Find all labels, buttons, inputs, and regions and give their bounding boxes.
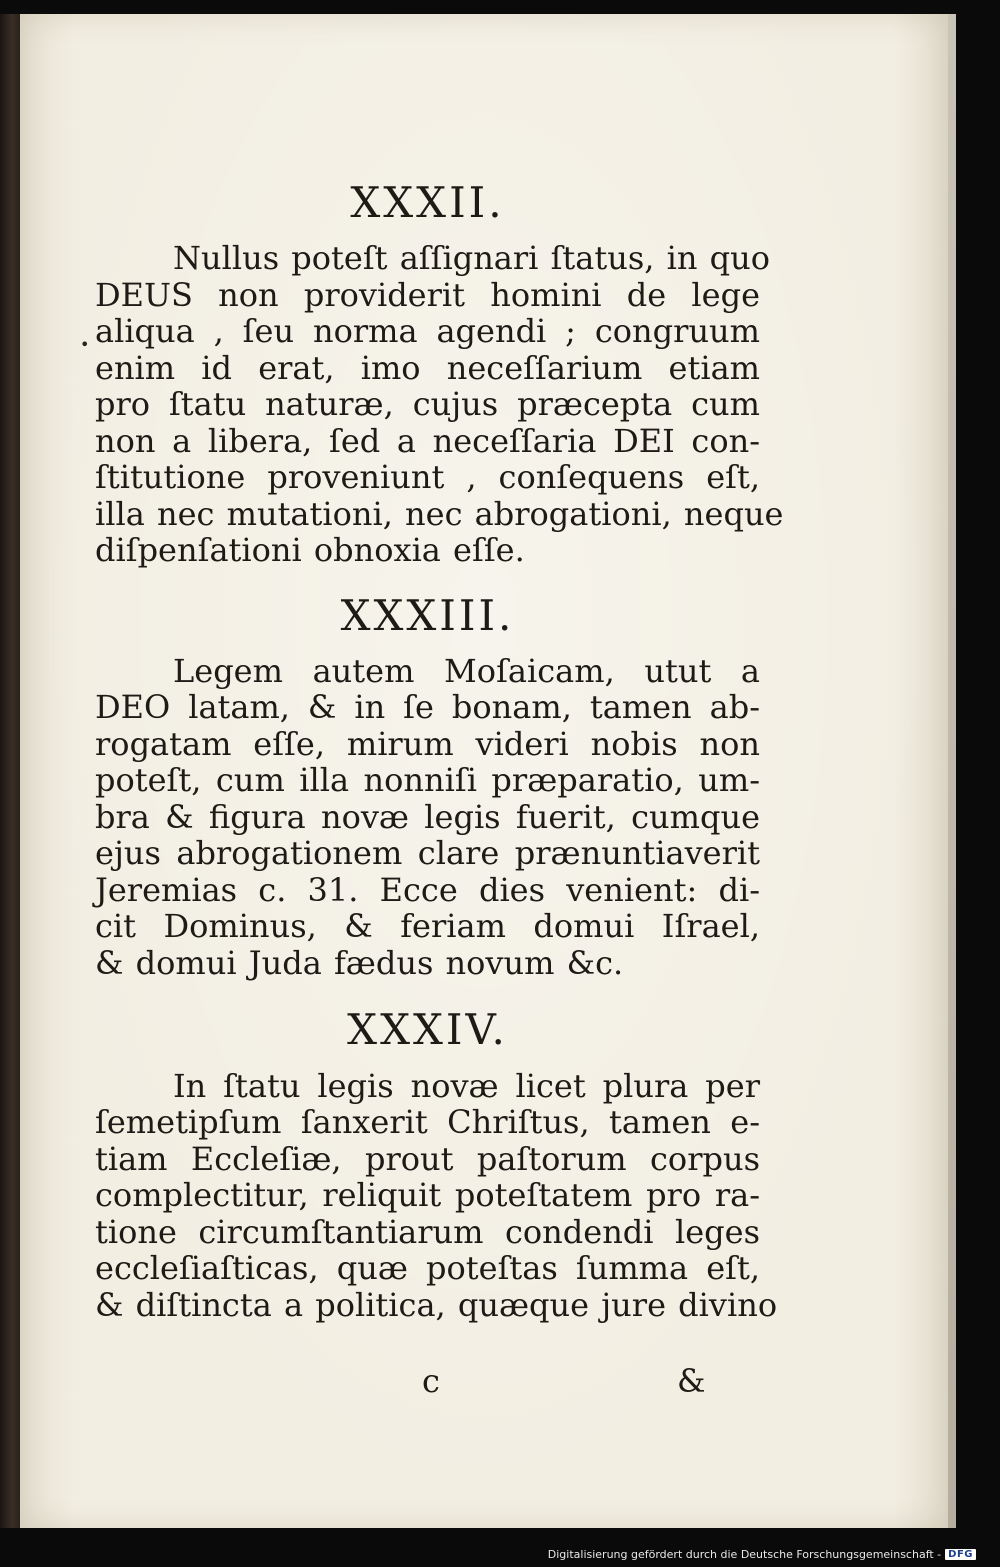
text-line: ſtitutione proveniunt , conſequens eſt,	[95, 458, 760, 497]
text-line: rogatam eſſe, mirum videri nobis non	[95, 724, 760, 763]
text-line: & domui Juda fædus novum &c.	[95, 943, 624, 982]
text-line: poteſt, cum illa nonniſi præparatio, um-	[95, 761, 760, 800]
text-line: ſemetipſum ſanxerit Chriſtus, tamen e-	[95, 1103, 760, 1142]
section-heading: XXXIV.	[347, 1005, 508, 1055]
text-line: cit Dominus, & feriam domui Iſrael,	[95, 907, 760, 946]
section-paragraph	[95, 239, 784, 570]
text-line: aliqua , ſeu norma agendi ; congruum	[95, 312, 760, 351]
text-line: non a libera, ſed a neceſſaria DEI con-	[95, 421, 760, 460]
text-line: Jeremias c. 31. Ecce dies venient: di-	[95, 870, 760, 909]
text-line: eccleſiaſticas, quæ poteſtas ſumma eſt,	[95, 1249, 760, 1288]
text-line: ejus abrogationem clare prænuntiaverit	[95, 834, 760, 873]
catchword: &	[677, 1362, 706, 1400]
page-text	[95, 178, 784, 1324]
section-heading: XXXIII.	[340, 590, 515, 640]
digitization-credit	[548, 1548, 976, 1561]
text-line: tiam Eccleſiæ, prout paſtorum corpus	[95, 1139, 760, 1178]
credit-text: Digitalisierung gefördert durch die Deutsche Forschungsgemeinschaft -	[547, 1548, 942, 1561]
section-heading: XXXII.	[350, 178, 505, 227]
signature-mark: c	[422, 1362, 440, 1400]
page-edge	[948, 14, 956, 1528]
text-line: & diſtincta a politica, quæque jure divino	[95, 1285, 778, 1324]
text-line: complectitur, reliquit poteſtatem pro ra-	[95, 1176, 760, 1215]
text-line: DEUS non providerit homini de lege	[95, 275, 760, 314]
dfg-logo-icon: DFG	[945, 1549, 976, 1560]
text-line: In ſtatu legis novæ licet plura per	[173, 1066, 760, 1105]
text-line: diſpenſationi obnoxia eſſe.	[95, 531, 525, 570]
book-binding-edge	[0, 14, 20, 1528]
text-line: Nullus poteſt aſſignari ſtatus, in quo	[173, 239, 770, 278]
text-line: DEO latam, & in ſe bonam, tamen ab-	[95, 688, 760, 727]
text-line: bra & figura novæ legis fuerit, cumque	[95, 797, 760, 836]
text-line: illa nec mutationi, nec abrogationi, neque	[95, 494, 784, 533]
text-line: tione circumſtantiarum condendi leges	[95, 1212, 760, 1251]
section-paragraph	[95, 1066, 778, 1324]
ink-dot: •	[80, 335, 90, 354]
text-line: enim id erat, imo neceſſarium etiam	[95, 348, 760, 387]
section-paragraph	[95, 653, 760, 982]
text-line: pro ſtatu naturæ, cujus præcepta cum	[95, 385, 760, 424]
text-line: Legem autem Moſaicam, utut a	[173, 651, 760, 690]
